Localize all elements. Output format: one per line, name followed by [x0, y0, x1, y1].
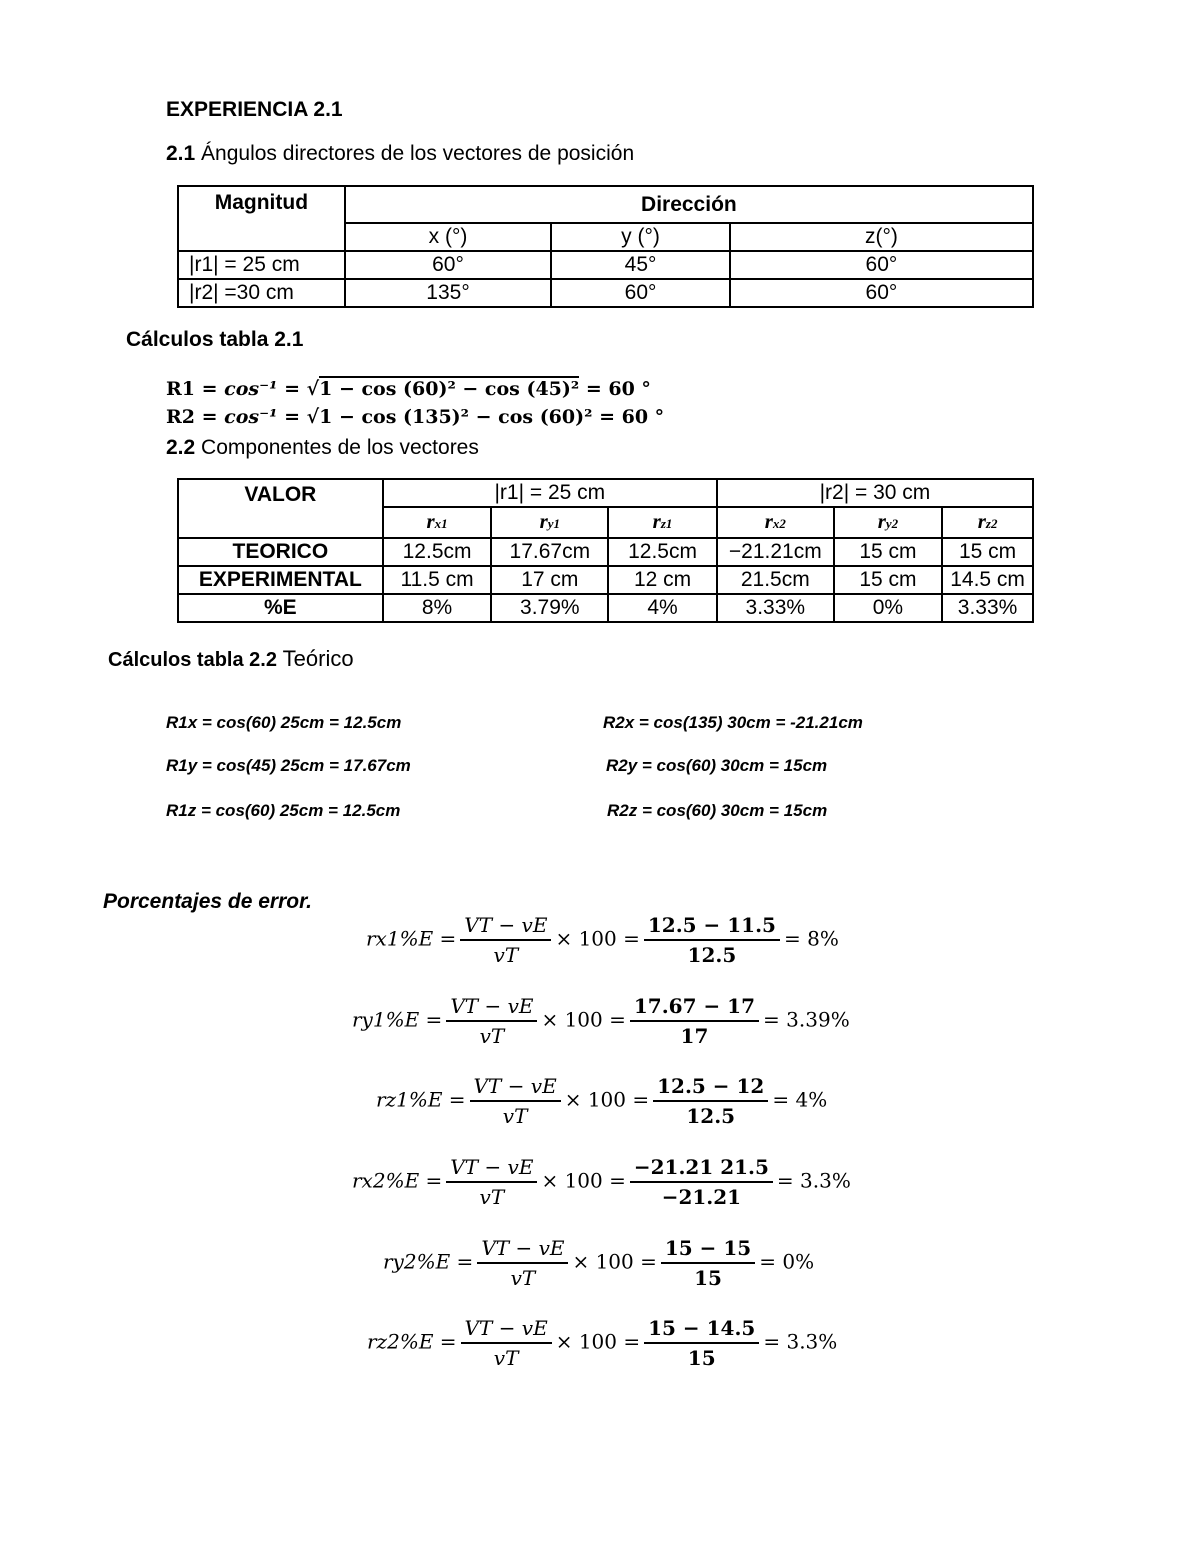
header-direccion: Dirección	[345, 186, 1033, 223]
table-cell: 12 cm	[608, 566, 717, 594]
error-values-fraction	[630, 994, 759, 1048]
r2-equation	[166, 406, 664, 428]
equals-sign: =	[763, 1329, 787, 1354]
col-base: r	[764, 509, 773, 533]
col-sub: x2	[772, 516, 786, 531]
table-row	[178, 538, 1033, 566]
r2-lhs: R2 =	[166, 406, 225, 428]
cell-z: 60°	[730, 251, 1033, 279]
section-number: 2.2	[166, 436, 196, 459]
r1-result: = 60 °	[579, 378, 651, 400]
col-base: r	[539, 509, 548, 533]
header-rz2	[942, 507, 1033, 538]
table-cell: 8%	[383, 594, 492, 622]
header-ry1	[491, 507, 608, 538]
times-100: × 100 =	[541, 1007, 626, 1032]
r1-equation	[166, 378, 651, 400]
error-values-fraction-num: 17.67 − 17	[630, 994, 759, 1022]
calc-right-2: R2y = cos(60) 30cm = 15cm	[606, 756, 828, 775]
error-result: 3.39%	[786, 1007, 850, 1032]
equals-sign: =	[772, 1087, 796, 1112]
col-sub: y1	[547, 516, 561, 531]
table-cell: 17.67cm	[491, 538, 608, 566]
row-label: |r1| = 25 cm	[178, 251, 345, 279]
error-values-fraction-num: 12.5 − 11.5	[644, 913, 780, 941]
calc-left-2: R1y = cos(45) 25cm = 17.67cm	[166, 756, 411, 775]
cell-x: 60°	[345, 251, 552, 279]
error-values-fraction-den: 15	[694, 1266, 722, 1290]
header-r2: |r2| = 30 cm	[717, 479, 1033, 507]
error-general-fraction-den: vT	[493, 943, 519, 967]
error-general-fraction	[477, 1236, 568, 1290]
table-cell: 15 cm	[942, 538, 1033, 566]
error-result: 3.3%	[800, 1168, 851, 1193]
col-sub: x1	[434, 516, 448, 531]
table-cell: 15 cm	[834, 538, 942, 566]
error-general-fraction	[461, 1316, 552, 1370]
col-base: r	[426, 509, 435, 533]
error-values-fraction-den: 15	[687, 1346, 716, 1370]
table-cell: 21.5cm	[717, 566, 834, 594]
error-values-fraction-den: 12.5	[687, 943, 737, 967]
table-cell: 0%	[834, 594, 942, 622]
table-cell: 14.5 cm	[942, 566, 1033, 594]
error-formula	[367, 1316, 837, 1370]
calc-2-2-title: Cálculos tabla 2.2	[108, 649, 277, 671]
table-row	[178, 251, 1033, 279]
table-cell: 4%	[608, 594, 717, 622]
error-values-fraction	[653, 1074, 768, 1128]
calc-left-1: R1x = cos(60) 25cm = 12.5cm	[166, 713, 402, 732]
header-x: x (°)	[345, 223, 552, 251]
error-lhs: rx1%E =	[366, 926, 457, 951]
error-general-fraction-num: VT − vE	[461, 1316, 552, 1344]
error-general-fraction	[460, 913, 551, 967]
col-sub: y2	[885, 516, 899, 531]
error-lhs: rz2%E =	[367, 1329, 457, 1354]
cell-x: 135°	[345, 279, 552, 307]
section-2-2-heading	[166, 436, 479, 460]
error-formula	[352, 994, 850, 1048]
error-result: 3.3%	[786, 1329, 838, 1354]
equals-sign: =	[783, 926, 808, 951]
error-general-fraction-den: vT	[510, 1266, 536, 1290]
error-general-fraction	[446, 1155, 537, 1209]
row-label: %E	[178, 594, 383, 622]
error-result: 4%	[795, 1087, 828, 1112]
error-values-fraction-den: 17	[680, 1024, 709, 1048]
error-lhs: ry2%E =	[383, 1249, 474, 1274]
calc-right-1: R2x = cos(135) 30cm = -21.21cm	[603, 713, 863, 732]
header-rz1	[608, 507, 717, 538]
error-general-fraction	[446, 994, 537, 1048]
r1-radicand: 1 − cos (60)² − cos (45)²	[319, 378, 580, 400]
col-base: r	[652, 509, 661, 533]
error-values-fraction-num: 12.5 − 12	[653, 1074, 768, 1102]
error-formula	[376, 1074, 827, 1128]
col-sub: z1	[660, 516, 673, 531]
page-title: EXPERIENCIA 2.1	[166, 98, 343, 121]
error-general-fraction-num: VT − vE	[470, 1074, 561, 1102]
equals-sign: =	[759, 1249, 783, 1274]
header-ry2	[834, 507, 942, 538]
r1-lhs: R1 =	[166, 378, 225, 400]
table-cell: 12.5cm	[608, 538, 717, 566]
times-100: × 100 =	[572, 1249, 657, 1274]
header-rx1	[383, 507, 492, 538]
table-cell: 11.5 cm	[383, 566, 492, 594]
error-values-fraction	[644, 913, 780, 967]
cell-z: 60°	[730, 279, 1033, 307]
header-magnitud: Magnitud	[178, 186, 345, 251]
error-values-fraction-den: 12.5	[686, 1104, 736, 1128]
cell-y: 60°	[551, 279, 730, 307]
table-cell: 3.79%	[491, 594, 608, 622]
error-formula	[352, 1155, 851, 1209]
error-values-fraction-num: 15 − 15	[661, 1236, 755, 1264]
col-sub: z2	[985, 516, 998, 531]
row-label: |r2| =30 cm	[178, 279, 345, 307]
header-r1: |r1| = 25 cm	[383, 479, 717, 507]
header-z: z(°)	[730, 223, 1033, 251]
header-valor: VALOR	[178, 479, 383, 538]
error-lhs: rx2%E =	[352, 1168, 443, 1193]
r2-sqrt: = √	[277, 406, 320, 428]
error-values-fraction-den: −21.21	[661, 1185, 742, 1209]
angles-table	[177, 185, 1034, 308]
error-general-fraction-den: vT	[479, 1185, 505, 1209]
error-general-fraction-den: vT	[493, 1346, 519, 1370]
error-formula	[383, 1236, 814, 1290]
section-number: 2.1	[166, 142, 196, 165]
r1-sqrt: = √	[277, 378, 320, 400]
cell-y: 45°	[551, 251, 730, 279]
table-row	[178, 279, 1033, 307]
r2-inverse: cos⁻¹	[224, 406, 278, 428]
table-cell: 3.33%	[942, 594, 1033, 622]
table-cell: 3.33%	[717, 594, 834, 622]
error-values-fraction	[661, 1236, 755, 1290]
error-lhs: ry1%E =	[352, 1007, 443, 1032]
header-rx2	[717, 507, 834, 538]
error-values-fraction-num: −21.21 21.5	[630, 1155, 773, 1183]
times-100: × 100 =	[555, 926, 640, 951]
equals-sign: =	[763, 1007, 787, 1032]
r2-radicand: 1 − cos (135)² − cos (60)²	[319, 406, 593, 428]
error-lhs: rz1%E =	[376, 1087, 466, 1112]
section-title: Ángulos directores de los vectores de posición	[201, 142, 635, 165]
table-row	[178, 594, 1033, 622]
error-general-fraction-den: vT	[479, 1024, 505, 1048]
calc-left-3: R1z = cos(60) 25cm = 12.5cm	[166, 801, 401, 820]
row-label: TEORICO	[178, 538, 383, 566]
r1-inverse: cos⁻¹	[224, 378, 278, 400]
error-general-fraction-den: vT	[502, 1104, 528, 1128]
error-values-fraction	[630, 1155, 773, 1209]
error-formula	[366, 913, 839, 967]
error-general-fraction-num: VT − vE	[477, 1236, 568, 1264]
section-title: Componentes de los vectores	[201, 436, 479, 459]
table-row	[178, 566, 1033, 594]
error-heading: Porcentajes de error.	[103, 890, 312, 913]
error-result: 0%	[782, 1249, 815, 1274]
section-2-1-heading	[166, 142, 634, 166]
table-cell: 17 cm	[491, 566, 608, 594]
components-table	[177, 478, 1034, 623]
times-100: × 100 =	[555, 1329, 641, 1354]
row-label: EXPERIMENTAL	[178, 566, 383, 594]
calc-right-3: R2z = cos(60) 30cm = 15cm	[607, 801, 828, 820]
error-values-fraction	[644, 1316, 759, 1370]
times-100: × 100 =	[541, 1168, 626, 1193]
col-base: r	[877, 509, 886, 533]
calc-2-2-heading	[108, 646, 354, 672]
error-general-fraction-num: VT − vE	[460, 913, 551, 941]
table-cell: −21.21cm	[717, 538, 834, 566]
error-general-fraction-num: VT − vE	[446, 994, 537, 1022]
error-general-fraction-num: VT − vE	[446, 1155, 537, 1183]
table-cell: 15 cm	[834, 566, 942, 594]
calc-2-2-suffix: Teórico	[276, 646, 354, 671]
r2-result: = 60 °	[592, 406, 665, 428]
error-values-fraction-num: 15 − 14.5	[644, 1316, 759, 1344]
error-general-fraction	[470, 1074, 561, 1128]
table-cell: 12.5cm	[383, 538, 492, 566]
times-100: × 100 =	[564, 1087, 650, 1112]
header-y: y (°)	[551, 223, 730, 251]
equals-sign: =	[776, 1168, 801, 1193]
calc-2-1-heading: Cálculos tabla 2.1	[126, 328, 304, 351]
col-base: r	[977, 509, 986, 533]
error-result: 8%	[807, 926, 839, 951]
